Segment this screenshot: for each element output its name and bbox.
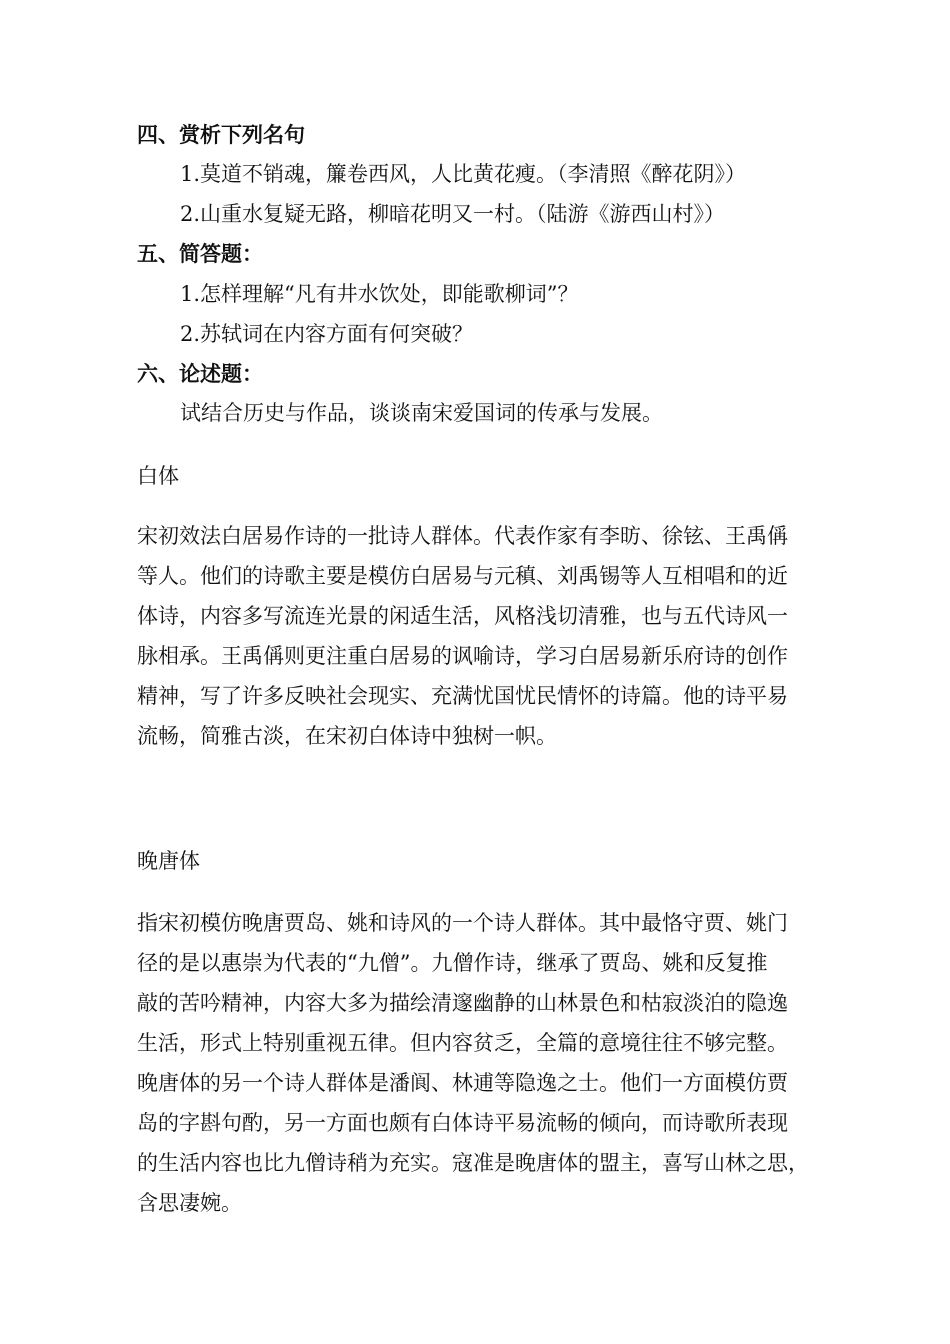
wantangti-paragraph [137, 903, 837, 1223]
section4-item-2: 2.山重水复疑无路，柳暗花明又一村。（陆游《游西山村》） [180, 202, 726, 226]
paragraph-line: 脉相承。王禹偁则更注重白居易的讽喻诗，学习白居易新乐府诗的创作 [137, 644, 788, 668]
paragraph-line: 晚唐体的另一个诗人群体是潘阆、林逋等隐逸之士。他们一方面模仿贾 [137, 1071, 788, 1095]
paragraph-line: 指宋初模仿晚唐贾岛、姚和诗风的一个诗人群体。其中最恪守贾、姚门 [137, 911, 788, 935]
section4-item-1: 1.莫道不销魂，簾卷西风，人比黄花瘦。（李清照《醉花阴》） [180, 162, 747, 186]
paragraph-line: 敲的苦吟精神，内容大多为描绘清邃幽静的山林景色和枯寂淡泊的隐逸 [137, 991, 788, 1015]
paragraph-line: 流畅，简雅古淡，在宋初白体诗中独树一帜。 [137, 724, 557, 748]
baiti-title: 白体 [137, 464, 179, 488]
section4-heading: 四、赏析下列名句 [137, 123, 305, 147]
paragraph-line: 等人。他们的诗歌主要是模仿白居易与元稹、刘禹锡等人互相唱和的近 [137, 564, 788, 588]
paragraph-line: 径的是以惠崇为代表的“九僧”。九僧作诗，继承了贾岛、姚和反复推 [137, 951, 768, 975]
paragraph-line: 生活，形式上特别重视五律。但内容贫乏，全篇的意境往往不够完整。 [137, 1031, 788, 1055]
section5-item-1: 1.怎样理解“凡有井水饮处，即能歌柳词”？ [180, 282, 579, 306]
paragraph-line: 的生活内容也比九僧诗稍为充实。寇准是晚唐体的盟主，喜写山林之思， [137, 1151, 809, 1175]
paragraph-line: 岛的字斟句酌，另一方面也颇有白体诗平易流畅的倾向，而诗歌所表现 [137, 1111, 788, 1135]
paragraph-line: 宋初效法白居易作诗的一批诗人群体。代表作家有李昉、徐铉、王禹偁 [137, 524, 788, 548]
section5-item-2: 2.苏轼词在内容方面有何突破？ [180, 322, 474, 346]
section5-heading: 五、简答题： [137, 242, 263, 266]
wantangti-title: 晚唐体 [137, 849, 200, 873]
baiti-paragraph [137, 516, 837, 756]
paragraph-line: 体诗，内容多写流连光景的闲适生活，风格浅切清雅，也与五代诗风一 [137, 604, 788, 628]
section6-item-1: 试结合历史与作品，谈谈南宋爱国词的传承与发展。 [180, 401, 663, 425]
section6-heading: 六、论述题： [137, 362, 263, 386]
paragraph-line: 精神，写了许多反映社会现实、充满忧国忧民情怀的诗篇。他的诗平易 [137, 684, 788, 708]
paragraph-line: 含思凄婉。 [137, 1191, 242, 1215]
